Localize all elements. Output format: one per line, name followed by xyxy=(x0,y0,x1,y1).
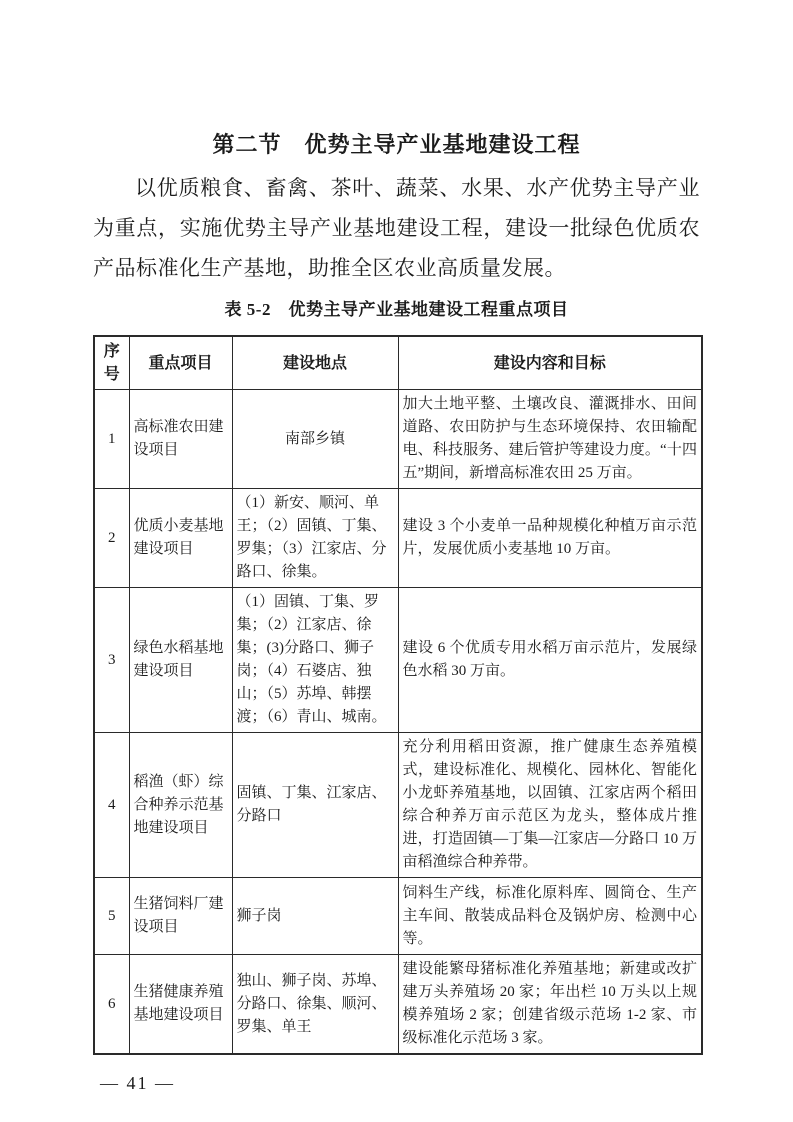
row-content: 充分利用稻田资源，推广健康生态养殖模式，建设标准化、规模化、园林化、智能化小龙虾养殖基地，以固镇、江家店两个稻田综合种养万亩示范区为龙头，整体成片推进，打造固镇—丁集—江家店—分路口 10 万亩稻渔综合种养带。 xyxy=(398,733,702,878)
row-serial: 3 xyxy=(94,588,129,733)
row-serial: 5 xyxy=(94,878,129,955)
row-location: 狮子岗 xyxy=(232,878,398,955)
row-content: 建设 3 个小麦单一品种规模化种植万亩示范片，发展优质小麦基地 10 万亩。 xyxy=(398,489,702,588)
col-header-project: 重点项目 xyxy=(129,336,232,390)
row-location: 独山、狮子岗、苏埠、分路口、徐集、顺河、罗集、单王 xyxy=(232,955,398,1055)
row-location: （1）固镇、丁集、罗集；（2）江家店、徐集；(3)分路口、狮子岗；（4）石婆店、独山；（5）苏埠、韩摆渡；（6）青山、城南。 xyxy=(232,588,398,733)
table-row xyxy=(94,489,702,588)
row-serial: 6 xyxy=(94,955,129,1055)
col-header-location: 建设地点 xyxy=(232,336,398,390)
page-number: — 41 — xyxy=(100,1073,175,1093)
table-row xyxy=(94,733,702,878)
row-location: 南部乡镇 xyxy=(232,390,398,489)
section-title: 第二节 优势主导产业基地建设工程 xyxy=(212,132,581,157)
row-content: 加大土地平整、土壤改良、灌溉排水、田间道路、农田防护与生态环境保持、农田输配电、科技服务、建后管护等建设力度。“十四五”期间，新增高标准农田 25 万亩。 xyxy=(398,390,702,489)
row-project: 生猪健康养殖基地建设项目 xyxy=(129,955,232,1055)
row-project: 绿色水稻基地建设项目 xyxy=(129,588,232,733)
row-project: 生猪饲料厂建设项目 xyxy=(129,878,232,955)
row-project: 高标准农田建设项目 xyxy=(129,390,232,489)
row-serial: 1 xyxy=(94,390,129,489)
row-content: 建设能繁母猪标准化养殖基地；新建或改扩建万头养殖场 20 家；年出栏 10 万头以上规模养殖场 2 家；创建省级示范场 1-2 家、市级标准化示范场 3 家。 xyxy=(398,955,702,1055)
row-location: 固镇、丁集、江家店、分路口 xyxy=(232,733,398,878)
projects-table xyxy=(93,335,703,1055)
row-content: 建设 6 个优质专用水稻万亩示范片，发展绿色水稻 30 万亩。 xyxy=(398,588,702,733)
row-project: 优质小麦基地建设项目 xyxy=(129,489,232,588)
table-row xyxy=(94,390,702,489)
table-caption: 表 5-2 优势主导产业基地建设工程重点项目 xyxy=(224,300,569,319)
row-content: 饲料生产线，标准化原料库、圆筒仓、生产主车间、散装成品料仓及锅炉房、检测中心等。 xyxy=(398,878,702,955)
row-location: （1）新安、顺河、单王；（2）固镇、丁集、罗集；（3）江家店、分路口、徐集。 xyxy=(232,489,398,588)
col-header-content: 建设内容和目标 xyxy=(398,336,702,390)
table-row xyxy=(94,588,702,733)
col-header-serial: 序号 xyxy=(94,336,129,390)
intro-paragraph: 以优质粮食、畜禽、茶叶、蔬菜、水果、水产优势主导产业为重点，实施优势主导产业基地建设工程，建设一批绿色优质农产品标准化生产基地，助推全区农业高质量发展。 xyxy=(93,176,700,280)
table-row xyxy=(94,955,702,1055)
row-serial: 2 xyxy=(94,489,129,588)
row-project: 稻渔（虾）综合种养示范基地建设项目 xyxy=(129,733,232,878)
table-header-row xyxy=(94,336,702,390)
row-serial: 4 xyxy=(94,733,129,878)
table-row xyxy=(94,878,702,955)
